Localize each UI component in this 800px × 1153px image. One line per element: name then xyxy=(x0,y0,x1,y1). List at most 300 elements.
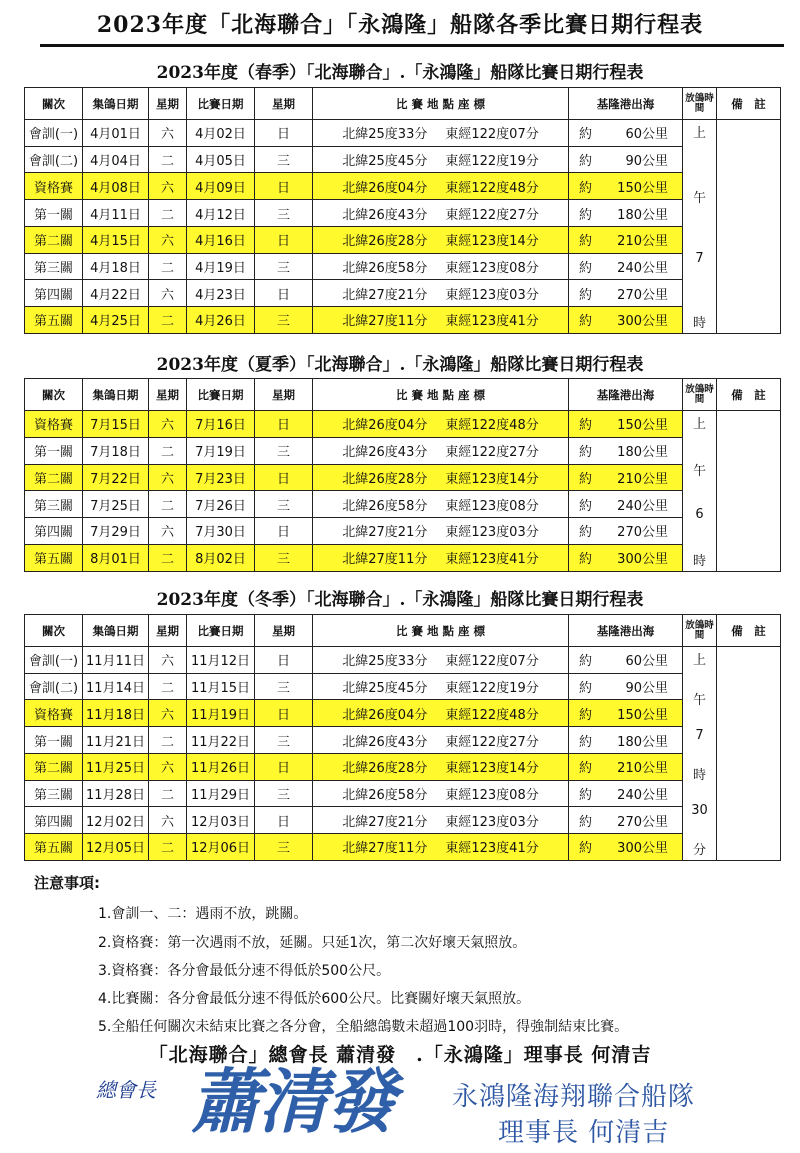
cell-distance xyxy=(569,753,683,780)
table-row xyxy=(25,807,781,834)
cell-gather-date: 12月02日 xyxy=(83,807,149,834)
release-time-char: 上 xyxy=(692,417,706,432)
header-gather: 集鴿日期 xyxy=(83,615,149,647)
cell-weekday: 三 xyxy=(255,437,313,464)
cell-gather-date: 11月25日 xyxy=(83,753,149,780)
cell-remarks xyxy=(717,120,781,334)
table-row xyxy=(25,518,781,545)
cell-release-time xyxy=(683,647,717,861)
latitude: 北緯26度28分 xyxy=(342,471,428,487)
latitude: 北緯25度45分 xyxy=(342,154,428,170)
cell-race-date: 4月05日 xyxy=(187,146,255,173)
cell-distance xyxy=(569,200,683,227)
header-weekday: 星期 xyxy=(149,88,187,120)
seal-chairman: 理事長 何清吉 xyxy=(498,1118,670,1148)
cell-weekday: 日 xyxy=(255,647,313,674)
cell-weekday: 六 xyxy=(149,647,187,674)
distance-value: 240公里 xyxy=(617,498,668,514)
release-time-char: 午 xyxy=(692,463,706,479)
cell-stage: 第四關 xyxy=(25,807,83,834)
cell-coordinates xyxy=(313,491,569,518)
approx-label: 約 xyxy=(579,734,593,750)
cell-weekday: 六 xyxy=(149,173,187,200)
distance-value: 180公里 xyxy=(617,207,668,223)
header-stage: 關次 xyxy=(25,615,83,647)
release-time-char: 上 xyxy=(692,126,706,141)
cell-race-date: 11月22日 xyxy=(187,727,255,754)
distance-value: 210公里 xyxy=(617,761,668,777)
distance-value: 60公里 xyxy=(625,654,668,670)
distance-value: 150公里 xyxy=(617,418,668,434)
latitude: 北緯26度04分 xyxy=(342,180,428,196)
latitude: 北緯26度04分 xyxy=(342,418,428,434)
note-item-3: 3.資格賽：各分會最低分速不得低於500公尺。 xyxy=(98,963,391,979)
cell-coordinates xyxy=(313,200,569,227)
cell-weekday: 日 xyxy=(255,464,313,491)
latitude: 北緯27度11分 xyxy=(342,552,428,568)
approx-label: 約 xyxy=(579,498,593,514)
cell-stage: 第二關 xyxy=(25,226,83,253)
signature-left-title: 總會長 xyxy=(96,1078,156,1102)
cell-coordinates xyxy=(313,807,569,834)
cell-stage: 第三關 xyxy=(25,491,83,518)
note-item-1: 1.會訓一、二：遇雨不放，跳關。 xyxy=(98,906,308,922)
longitude: 東經123度08分 xyxy=(445,787,539,803)
header-weekday2: 星期 xyxy=(255,615,313,647)
cell-stage: 第二關 xyxy=(25,753,83,780)
cell-distance xyxy=(569,464,683,491)
longitude: 東經122度27分 xyxy=(445,445,539,461)
cell-race-date: 11月12日 xyxy=(187,647,255,674)
latitude: 北緯27度21分 xyxy=(342,525,428,541)
cell-coordinates xyxy=(313,307,569,334)
cell-weekday: 六 xyxy=(149,807,187,834)
cell-weekday: 二 xyxy=(149,673,187,700)
latitude: 北緯26度43分 xyxy=(342,734,428,750)
cell-weekday: 二 xyxy=(149,834,187,861)
cell-release-time xyxy=(683,411,717,572)
cell-race-date: 4月23日 xyxy=(187,280,255,307)
header-release: 放鴿時間 xyxy=(683,379,717,411)
approx-label: 約 xyxy=(579,814,593,830)
cell-weekday: 二 xyxy=(149,200,187,227)
header-race: 比賽日期 xyxy=(187,379,255,411)
cell-weekday: 二 xyxy=(149,253,187,280)
cell-race-date: 7月30日 xyxy=(187,518,255,545)
table-row xyxy=(25,727,781,754)
cell-coordinates xyxy=(313,120,569,147)
release-time-char: 午 xyxy=(692,190,706,206)
cell-distance xyxy=(569,673,683,700)
table-row xyxy=(25,411,781,438)
approx-label: 約 xyxy=(579,234,593,250)
cell-gather-date: 11月11日 xyxy=(83,647,149,674)
longitude: 東經122度27分 xyxy=(445,734,539,750)
distance-value: 270公里 xyxy=(617,525,668,541)
header-weekday: 星期 xyxy=(149,615,187,647)
longitude: 東經123度08分 xyxy=(445,498,539,514)
latitude: 北緯26度58分 xyxy=(342,498,428,514)
cell-stage: 會訓(一) xyxy=(25,647,83,674)
cell-gather-date: 7月15日 xyxy=(83,411,149,438)
latitude: 北緯25度45分 xyxy=(342,681,428,697)
season-title-2: 2023年度（冬季）「北海聯合」.「永鴻隆」船隊比賽日期行程表 xyxy=(156,590,644,610)
cell-release-time xyxy=(683,120,717,334)
header-stage: 關次 xyxy=(25,379,83,411)
header-distance: 基隆港出海 xyxy=(569,379,683,411)
longitude: 東經122度27分 xyxy=(445,207,539,223)
longitude: 東經123度41分 xyxy=(445,314,539,330)
note-item-5: 5.全船任何關次未結束比賽之各分會，全船總鴿數未超過100羽時，得強制結束比賽。 xyxy=(98,1019,629,1035)
approx-label: 約 xyxy=(579,127,593,143)
cell-coordinates xyxy=(313,437,569,464)
cell-weekday: 日 xyxy=(255,120,313,147)
header-weekday2: 星期 xyxy=(255,379,313,411)
longitude: 東經122度48分 xyxy=(445,418,539,434)
header-coords: 比 賽 地 點 座 標 xyxy=(313,379,569,411)
cell-coordinates xyxy=(313,464,569,491)
cell-coordinates xyxy=(313,673,569,700)
approx-label: 約 xyxy=(579,707,593,723)
cell-stage: 會訓(一) xyxy=(25,120,83,147)
cell-stage: 會訓(二) xyxy=(25,146,83,173)
cell-stage: 第一關 xyxy=(25,437,83,464)
cell-stage: 第五關 xyxy=(25,307,83,334)
release-time-char: 6 xyxy=(695,506,704,522)
cell-weekday: 三 xyxy=(255,491,313,518)
seal-team-name: 永鴻隆海翔聯合船隊 xyxy=(452,1082,696,1112)
distance-value: 300公里 xyxy=(617,314,668,330)
cell-race-date: 7月23日 xyxy=(187,464,255,491)
table-row xyxy=(25,700,781,727)
season-title-0: 2023年度（春季）「北海聯合」.「永鴻隆」船隊比賽日期行程表 xyxy=(156,63,644,83)
cell-distance xyxy=(569,491,683,518)
title-underline xyxy=(40,44,784,47)
cell-weekday: 日 xyxy=(255,807,313,834)
cell-stage: 第三關 xyxy=(25,780,83,807)
schedule-table-2 xyxy=(24,614,781,861)
cell-gather-date: 11月18日 xyxy=(83,700,149,727)
cell-weekday: 三 xyxy=(255,727,313,754)
cell-gather-date: 11月21日 xyxy=(83,727,149,754)
release-time-char: 午 xyxy=(692,692,706,708)
cell-stage: 資格賽 xyxy=(25,173,83,200)
table-row xyxy=(25,307,781,334)
cell-distance xyxy=(569,253,683,280)
header-remarks: 備 註 xyxy=(717,379,781,411)
cell-weekday: 二 xyxy=(149,544,187,571)
cell-weekday: 六 xyxy=(149,280,187,307)
cell-weekday: 二 xyxy=(149,437,187,464)
table-row xyxy=(25,673,781,700)
latitude: 北緯27度21分 xyxy=(342,287,428,303)
cell-distance xyxy=(569,807,683,834)
table-header-row xyxy=(25,88,781,120)
distance-value: 90公里 xyxy=(625,154,668,170)
distance-value: 210公里 xyxy=(617,471,668,487)
latitude: 北緯26度28分 xyxy=(342,234,428,250)
distance-value: 150公里 xyxy=(617,180,668,196)
longitude: 東經122度48分 xyxy=(445,707,539,723)
header-release: 放鴿時間 xyxy=(683,88,717,120)
approx-label: 約 xyxy=(579,681,593,697)
latitude: 北緯26度58分 xyxy=(342,787,428,803)
cell-coordinates xyxy=(313,146,569,173)
table-row xyxy=(25,753,781,780)
cell-distance xyxy=(569,411,683,438)
header-stage: 關次 xyxy=(25,88,83,120)
cell-stage: 第一關 xyxy=(25,727,83,754)
release-time-char: 30 xyxy=(691,803,708,819)
cell-distance xyxy=(569,727,683,754)
longitude: 東經122度07分 xyxy=(445,654,539,670)
cell-distance xyxy=(569,834,683,861)
cell-gather-date: 4月11日 xyxy=(83,200,149,227)
table-row xyxy=(25,226,781,253)
table-row xyxy=(25,544,781,571)
release-time-char: 時 xyxy=(692,315,706,331)
cell-weekday: 三 xyxy=(255,780,313,807)
approx-label: 約 xyxy=(579,287,593,303)
header-weekday2: 星期 xyxy=(255,88,313,120)
cell-coordinates xyxy=(313,753,569,780)
cell-race-date: 7月26日 xyxy=(187,491,255,518)
longitude: 東經123度03分 xyxy=(445,287,539,303)
latitude: 北緯27度11分 xyxy=(342,314,428,330)
cell-weekday: 二 xyxy=(149,780,187,807)
cell-race-date: 11月19日 xyxy=(187,700,255,727)
cell-distance xyxy=(569,544,683,571)
cell-coordinates xyxy=(313,544,569,571)
cell-gather-date: 11月28日 xyxy=(83,780,149,807)
note-item-4: 4.比賽關：各分會最低分速不得低於600公尺。比賽關好壞天氣照放。 xyxy=(98,991,531,1007)
cell-weekday: 日 xyxy=(255,753,313,780)
longitude: 東經123度14分 xyxy=(445,471,539,487)
table-row xyxy=(25,200,781,227)
cell-weekday: 日 xyxy=(255,173,313,200)
table-row xyxy=(25,464,781,491)
table-header-row xyxy=(25,379,781,411)
latitude: 北緯26度28分 xyxy=(342,761,428,777)
cell-stage: 資格賽 xyxy=(25,700,83,727)
cell-distance xyxy=(569,437,683,464)
header-coords: 比 賽 地 點 座 標 xyxy=(313,88,569,120)
cell-distance xyxy=(569,518,683,545)
longitude: 東經122度48分 xyxy=(445,180,539,196)
release-time-char: 分 xyxy=(692,842,706,858)
cell-weekday: 三 xyxy=(255,673,313,700)
cell-distance xyxy=(569,120,683,147)
cell-race-date: 7月16日 xyxy=(187,411,255,438)
approx-label: 約 xyxy=(579,260,593,276)
approx-label: 約 xyxy=(579,180,593,196)
header-gather: 集鴿日期 xyxy=(83,379,149,411)
distance-value: 180公里 xyxy=(617,445,668,461)
cell-weekday: 六 xyxy=(149,753,187,780)
cell-weekday: 二 xyxy=(149,491,187,518)
cell-coordinates xyxy=(313,780,569,807)
cell-coordinates xyxy=(313,727,569,754)
longitude: 東經123度41分 xyxy=(445,841,539,857)
cell-stage: 第五關 xyxy=(25,834,83,861)
distance-value: 90公里 xyxy=(625,681,668,697)
cell-gather-date: 12月05日 xyxy=(83,834,149,861)
cell-weekday: 二 xyxy=(149,727,187,754)
cell-gather-date: 4月08日 xyxy=(83,173,149,200)
cell-race-date: 11月26日 xyxy=(187,753,255,780)
table-row xyxy=(25,120,781,147)
cell-race-date: 11月15日 xyxy=(187,673,255,700)
longitude: 東經123度41分 xyxy=(445,552,539,568)
cell-stage: 第二關 xyxy=(25,464,83,491)
cell-gather-date: 8月01日 xyxy=(83,544,149,571)
header-distance: 基隆港出海 xyxy=(569,88,683,120)
cell-coordinates xyxy=(313,253,569,280)
cell-stage: 第三關 xyxy=(25,253,83,280)
cell-coordinates xyxy=(313,226,569,253)
cell-weekday: 六 xyxy=(149,700,187,727)
cell-gather-date: 4月04日 xyxy=(83,146,149,173)
approx-label: 約 xyxy=(579,154,593,170)
longitude: 東經122度19分 xyxy=(445,154,539,170)
cell-remarks xyxy=(717,411,781,572)
approx-label: 約 xyxy=(579,761,593,777)
cell-weekday: 日 xyxy=(255,226,313,253)
latitude: 北緯27度21分 xyxy=(342,814,428,830)
cell-weekday: 三 xyxy=(255,200,313,227)
season-title-1: 2023年度（夏季）「北海聯合」.「永鴻隆」船隊比賽日期行程表 xyxy=(156,355,644,375)
approx-label: 約 xyxy=(579,841,593,857)
approx-label: 約 xyxy=(579,471,593,487)
approx-label: 約 xyxy=(579,418,593,434)
cell-race-date: 4月19日 xyxy=(187,253,255,280)
distance-value: 270公里 xyxy=(617,814,668,830)
latitude: 北緯26度43分 xyxy=(342,445,428,461)
header-race: 比賽日期 xyxy=(187,615,255,647)
cell-weekday: 三 xyxy=(255,544,313,571)
header-gather: 集鴿日期 xyxy=(83,88,149,120)
table-row xyxy=(25,437,781,464)
approx-label: 約 xyxy=(579,787,593,803)
distance-value: 150公里 xyxy=(617,707,668,723)
cell-race-date: 11月29日 xyxy=(187,780,255,807)
cell-gather-date: 4月18日 xyxy=(83,253,149,280)
cell-distance xyxy=(569,146,683,173)
cell-coordinates xyxy=(313,518,569,545)
cell-weekday: 六 xyxy=(149,464,187,491)
longitude: 東經122度07分 xyxy=(445,127,539,143)
cell-distance xyxy=(569,307,683,334)
distance-value: 240公里 xyxy=(617,260,668,276)
distance-value: 240公里 xyxy=(617,787,668,803)
table-row xyxy=(25,647,781,674)
cell-stage: 會訓(二) xyxy=(25,673,83,700)
header-race: 比賽日期 xyxy=(187,88,255,120)
cell-coordinates xyxy=(313,647,569,674)
approx-label: 約 xyxy=(579,654,593,670)
cell-weekday: 六 xyxy=(149,411,187,438)
longitude: 東經122度19分 xyxy=(445,681,539,697)
cell-gather-date: 7月22日 xyxy=(83,464,149,491)
longitude: 東經123度03分 xyxy=(445,525,539,541)
cell-gather-date: 11月14日 xyxy=(83,673,149,700)
table-row xyxy=(25,173,781,200)
cell-distance xyxy=(569,647,683,674)
header-coords: 比 賽 地 點 座 標 xyxy=(313,615,569,647)
header-weekday: 星期 xyxy=(149,379,187,411)
longitude: 東經123度14分 xyxy=(445,234,539,250)
cell-weekday: 日 xyxy=(255,411,313,438)
approx-label: 約 xyxy=(579,552,593,568)
cell-weekday: 日 xyxy=(255,700,313,727)
release-time-char: 7 xyxy=(695,728,704,744)
release-time-char: 7 xyxy=(695,251,704,267)
cell-race-date: 4月16日 xyxy=(187,226,255,253)
cell-race-date: 8月02日 xyxy=(187,544,255,571)
approx-label: 約 xyxy=(579,445,593,461)
schedule-table-1 xyxy=(24,378,781,572)
cell-remarks xyxy=(717,647,781,861)
latitude: 北緯25度33分 xyxy=(342,127,428,143)
latitude: 北緯26度58分 xyxy=(342,260,428,276)
cell-race-date: 4月09日 xyxy=(187,173,255,200)
table-row xyxy=(25,280,781,307)
cell-weekday: 二 xyxy=(149,307,187,334)
latitude: 北緯26度04分 xyxy=(342,707,428,723)
cell-distance xyxy=(569,173,683,200)
cell-distance xyxy=(569,226,683,253)
cell-race-date: 4月02日 xyxy=(187,120,255,147)
cell-stage: 第一關 xyxy=(25,200,83,227)
cell-weekday: 三 xyxy=(255,253,313,280)
distance-value: 180公里 xyxy=(617,734,668,750)
cell-stage: 第四關 xyxy=(25,518,83,545)
cell-coordinates xyxy=(313,411,569,438)
approx-label: 約 xyxy=(579,525,593,541)
cell-gather-date: 7月25日 xyxy=(83,491,149,518)
cell-gather-date: 7月29日 xyxy=(83,518,149,545)
signature-handwritten-name: 蕭清發 xyxy=(190,1060,394,1143)
longitude: 東經123度14分 xyxy=(445,761,539,777)
table-header-row xyxy=(25,615,781,647)
cell-gather-date: 4月25日 xyxy=(83,307,149,334)
header-remarks: 備 註 xyxy=(717,88,781,120)
latitude: 北緯27度11分 xyxy=(342,841,428,857)
cell-race-date: 12月06日 xyxy=(187,834,255,861)
cell-coordinates xyxy=(313,700,569,727)
cell-stage: 資格賽 xyxy=(25,411,83,438)
cell-race-date: 4月12日 xyxy=(187,200,255,227)
cell-coordinates xyxy=(313,173,569,200)
cell-stage: 第四關 xyxy=(25,280,83,307)
cell-gather-date: 4月22日 xyxy=(83,280,149,307)
table-row xyxy=(25,253,781,280)
distance-value: 210公里 xyxy=(617,234,668,250)
release-time-char: 時 xyxy=(692,767,706,783)
release-time-char: 上 xyxy=(692,653,706,668)
main-title: 2023年度「北海聯合」「永鴻隆」船隊各季比賽日期行程表 xyxy=(96,12,704,38)
cell-race-date: 7月19日 xyxy=(187,437,255,464)
cell-distance xyxy=(569,780,683,807)
header-distance: 基隆港出海 xyxy=(569,615,683,647)
latitude: 北緯25度33分 xyxy=(342,654,428,670)
latitude: 北緯26度43分 xyxy=(342,207,428,223)
cell-weekday: 三 xyxy=(255,834,313,861)
cell-gather-date: 4月01日 xyxy=(83,120,149,147)
cell-weekday: 六 xyxy=(149,518,187,545)
distance-value: 300公里 xyxy=(617,841,668,857)
longitude: 東經123度08分 xyxy=(445,260,539,276)
